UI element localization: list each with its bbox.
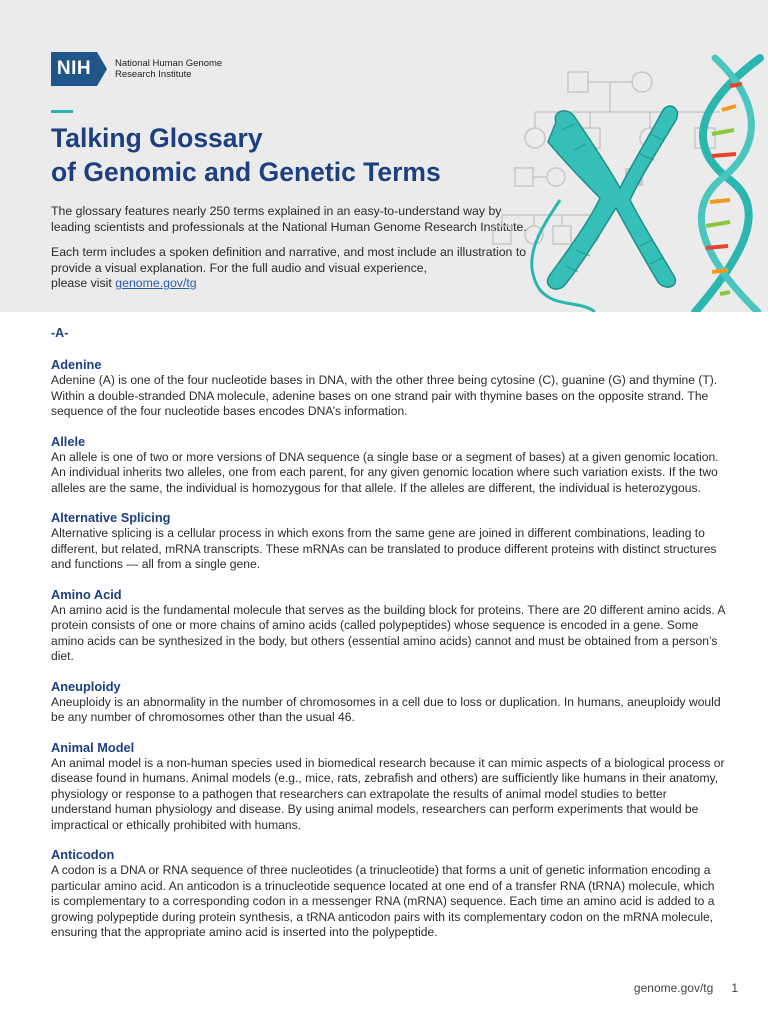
term-title: Animal Model [51,739,135,755]
page-title [51,121,441,189]
glossary-term-amino-acid [51,587,726,665]
section-letter: -A- [51,326,69,340]
title-line2: of Genomic and Genetic Terms [51,157,441,187]
page-number: 1 [731,981,738,995]
glossary-term-adenine [51,357,726,420]
term-definition: A codon is a DNA or RNA sequence of three nucleotides (a trinucleotide) that forms a unit of genetic information encoding a particular amino acid. An anticodon is a trinucleotide sequence located at one end of a transfer RNA (tRNA) molecule, which is complementary to a corresponding codon in a messenger RNA (mRNA) sequence. Each time an amino acid is added to a growing polypeptide during protein synthesis, a tRNA anticodon pairs with its complementary codon on the mRNA molecule, ensuring that the appropriate amino acid is inserted into the polypeptide. [51,863,715,939]
term-title: Adenine [51,357,102,372]
intro-visit-text: please visit [51,276,112,290]
dna-helix-illustration [695,58,760,312]
intro-text [51,204,531,302]
glossary-content [51,326,726,955]
nih-logo-mark: NIH [51,52,97,86]
glossary-link[interactable]: genome.gov/tg [115,276,197,290]
chromosome-illustration [532,106,678,312]
term-definition: An amino acid is the fundamental molecule that serves as the building block for proteins. There are 20 different amino acids. A protein consists of one or more chains of amino acids (called polypeptides) whose sequence is encoded in a gene. Some amino acids can be synthesized in the body, but others (essential amino acids) cannot and must be obtained from a person’s diet. [51,602,725,663]
term-title: Anticodon [51,847,115,862]
org-name-line2: Research Institute [115,69,192,80]
term-title: Allele [51,433,86,449]
glossary-term-alternative-splicing [51,510,726,573]
term-definition: Aneuploidy is an abnormality in the number of chromosomes in a cell due to loss or duplication. In humans, aneuploidy would be any number of chromosomes other than the usual 46. [51,694,721,724]
term-title: Alternative Splicing [51,510,171,525]
hero-illustration [490,50,768,312]
nih-logo[interactable] [51,52,222,86]
footer-url[interactable]: genome.gov/tg [633,981,714,995]
term-definition: Adenine (A) is one of the four nucleotide bases in DNA, with the other three being cytosine (C), guanine (G) and thymine (T). Within a double-stranded DNA molecule, adenine bases on one strand pair with thymine bases on the opposite strand. The sequence of the four nucleotide bases encodes DNA’s information. [51,373,718,418]
glossary-term-aneuploidy [51,679,726,726]
title-accent-bar [51,110,73,113]
term-definition: An animal model is a non-human species used in biomedical research because it can mimic aspects of a biological process or disease found in humans. Animal models (e.g., mice, rats, zebrafish and others) are sufficiently like humans in their anatomy, physiology or response to a pathogen that researchers can extrapolate the results of animal model studies to better understand human physiology and disease. By using animal models, researchers can perform experiments that would be impractical or ethically prohibited with humans. [51,755,725,832]
hero-banner [0,0,768,312]
term-title: Amino Acid [51,586,122,602]
org-name-line1: National Human Genome [115,57,223,69]
org-name [115,58,222,81]
title-line1: Talking Glossary [51,123,263,153]
glossary-term-anticodon [51,847,726,941]
intro-paragraph-2-text: Each term includes a spoken definition and narrative, and most include an illustration to provide a visual explanation. For the full audio and visual experience, [51,245,527,275]
glossary-term-animal-model [51,740,726,834]
nih-logo-chevron [97,52,107,86]
term-definition: An allele is one of two or more versions of DNA sequence (a single base or a segment of bases) at a given genomic location. An individual inherits two alleles, one from each parent, for any given genomic location where such variation exists. If the two alleles are the same, the individual is homozygous for that allele. If the alleles are different, the individual is heterozygous. [51,449,719,495]
term-definition: Alternative splicing is a cellular process in which exons from the same gene are joined in different combinations, leading to different, but related, mRNA transcripts. These mRNAs can be translated to produce different proteins with distinct structures and functions — all from a single gene. [51,526,717,571]
intro-paragraph-2 [51,245,531,292]
glossary-term-allele [51,434,726,497]
intro-paragraph-1: The glossary features nearly 250 terms explained in an easy-to-understand way by leading scientists and professionals at the National Human Genome Research Institute. [51,204,527,234]
term-title: Aneuploidy [51,678,121,694]
page-footer [634,981,738,995]
